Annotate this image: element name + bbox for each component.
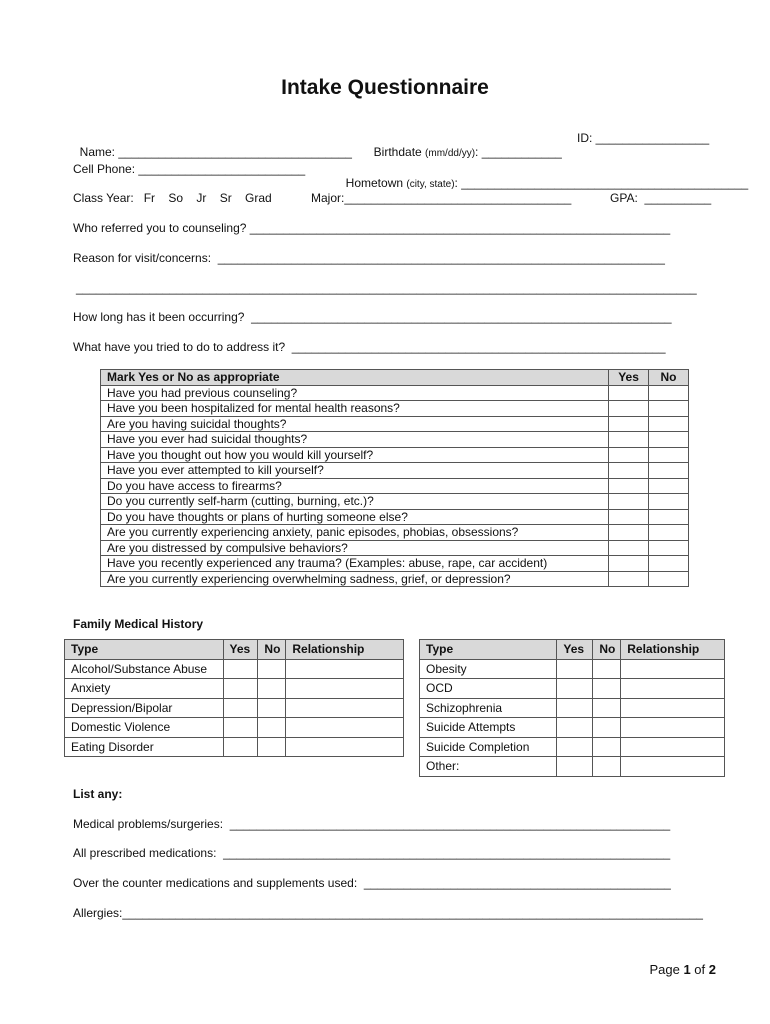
birthdate-field[interactable] bbox=[367, 131, 562, 159]
no-cell[interactable] bbox=[258, 718, 286, 738]
condition-type: OCD bbox=[420, 679, 557, 699]
no-cell[interactable] bbox=[258, 679, 286, 699]
condition-type: Schizophrenia bbox=[420, 698, 557, 718]
question-text: Do you have thoughts or plans of hurting someone else? bbox=[101, 509, 609, 525]
family-history-row bbox=[65, 679, 404, 699]
no-column-header: No bbox=[593, 640, 621, 660]
family-history-row bbox=[420, 737, 725, 757]
yes-cell[interactable] bbox=[557, 679, 593, 699]
question-text: Do you currently self-harm (cutting, burning, etc.)? bbox=[101, 494, 609, 510]
no-cell[interactable] bbox=[649, 463, 689, 479]
family-history-row bbox=[65, 659, 404, 679]
question-row bbox=[101, 494, 689, 510]
yes-column-header: Yes bbox=[223, 640, 258, 660]
condition-type: Other: bbox=[420, 757, 557, 777]
no-cell[interactable] bbox=[258, 698, 286, 718]
relationship-cell[interactable] bbox=[286, 659, 404, 679]
referred-field[interactable]: Who referred you to counseling? _______________________________________________________________ bbox=[73, 221, 671, 235]
no-cell[interactable] bbox=[649, 432, 689, 448]
no-cell[interactable] bbox=[649, 540, 689, 556]
major-field[interactable]: Major:__________________________________ bbox=[311, 191, 572, 205]
question-row bbox=[101, 509, 689, 525]
reason-continued-field[interactable]: _____________________________________________________________________________________________ bbox=[76, 281, 697, 295]
yes-cell[interactable] bbox=[557, 659, 593, 679]
question-text: Have you ever attempted to kill yourself? bbox=[101, 463, 609, 479]
family-history-row bbox=[65, 718, 404, 738]
prescribed-medications-field[interactable]: All prescribed medications: ___________________________________________________________________ bbox=[73, 846, 671, 860]
no-cell[interactable] bbox=[649, 509, 689, 525]
condition-type: Anxiety bbox=[65, 679, 224, 699]
question-row bbox=[101, 525, 689, 541]
no-column-header: No bbox=[258, 640, 286, 660]
questions-table bbox=[100, 369, 689, 587]
birthdate-blank: : ____________ bbox=[475, 145, 562, 159]
yes-cell[interactable] bbox=[609, 509, 649, 525]
no-cell[interactable] bbox=[649, 416, 689, 432]
questions-header-row bbox=[101, 370, 689, 386]
yes-cell[interactable] bbox=[557, 698, 593, 718]
family-history-row bbox=[420, 757, 725, 777]
reason-field[interactable]: Reason for visit/concerns: ___________________________________________________________________ bbox=[73, 251, 665, 265]
yes-cell[interactable] bbox=[609, 478, 649, 494]
list-any-heading: List any: bbox=[73, 787, 123, 801]
question-text: Have you had previous counseling? bbox=[101, 385, 609, 401]
no-cell[interactable] bbox=[649, 478, 689, 494]
type-column-header: Type bbox=[420, 640, 557, 660]
medical-problems-field[interactable]: Medical problems/surgeries: __________________________________________________________________ bbox=[73, 817, 671, 831]
family-history-row bbox=[420, 679, 725, 699]
total-pages: 2 bbox=[708, 962, 716, 977]
relationship-cell[interactable] bbox=[286, 718, 404, 738]
question-text: Have you been hospitalized for mental health reasons? bbox=[101, 401, 609, 417]
family-history-row bbox=[420, 659, 725, 679]
yes-cell[interactable] bbox=[609, 540, 649, 556]
no-cell[interactable] bbox=[649, 494, 689, 510]
yes-cell[interactable] bbox=[557, 718, 593, 738]
no-cell[interactable] bbox=[593, 698, 621, 718]
birthdate-label: Birthdate bbox=[373, 145, 426, 159]
relationship-cell[interactable] bbox=[621, 718, 725, 738]
question-row bbox=[101, 416, 689, 432]
question-row bbox=[101, 556, 689, 572]
no-cell[interactable] bbox=[649, 571, 689, 587]
cell-phone-field[interactable]: Cell Phone: _________________________ bbox=[73, 162, 306, 176]
family-history-heading: Family Medical History bbox=[73, 617, 204, 631]
gpa-field[interactable]: GPA: __________ bbox=[610, 191, 712, 205]
yes-cell[interactable] bbox=[609, 525, 649, 541]
page-title: Intake Questionnaire bbox=[281, 76, 489, 99]
relationship-cell[interactable] bbox=[286, 698, 404, 718]
no-cell[interactable] bbox=[593, 659, 621, 679]
family-history-right-table bbox=[419, 639, 725, 777]
condition-type: Suicide Completion bbox=[420, 737, 557, 757]
question-text: Have you recently experienced any trauma? (Examples: abuse, rape, car accident) bbox=[101, 556, 609, 572]
family-history-row bbox=[65, 698, 404, 718]
yes-cell[interactable] bbox=[609, 401, 649, 417]
yes-cell[interactable] bbox=[609, 416, 649, 432]
question-row bbox=[101, 463, 689, 479]
relationship-cell[interactable] bbox=[621, 698, 725, 718]
condition-type: Depression/Bipolar bbox=[65, 698, 224, 718]
family-history-row bbox=[420, 718, 725, 738]
question-row bbox=[101, 571, 689, 587]
yes-cell[interactable] bbox=[609, 556, 649, 572]
no-column-header: No bbox=[649, 370, 689, 386]
no-cell[interactable] bbox=[649, 525, 689, 541]
name-row bbox=[73, 131, 352, 159]
type-column-header: Type bbox=[65, 640, 224, 660]
condition-type: Alcohol/Substance Abuse bbox=[65, 659, 224, 679]
no-cell[interactable] bbox=[649, 447, 689, 463]
yes-cell[interactable] bbox=[609, 432, 649, 448]
question-row bbox=[101, 385, 689, 401]
question-row bbox=[101, 540, 689, 556]
yes-cell[interactable] bbox=[223, 737, 258, 757]
id-field[interactable]: ID: _________________ bbox=[577, 131, 710, 145]
hometown-field[interactable] bbox=[339, 162, 748, 190]
yes-cell[interactable] bbox=[223, 718, 258, 738]
yes-cell[interactable] bbox=[223, 659, 258, 679]
family-left-header-row bbox=[65, 640, 404, 660]
yes-column-header: Yes bbox=[557, 640, 593, 660]
relationship-cell[interactable] bbox=[621, 757, 725, 777]
relationship-cell[interactable] bbox=[621, 679, 725, 699]
yes-cell[interactable] bbox=[609, 571, 649, 587]
relationship-cell[interactable] bbox=[286, 679, 404, 699]
relationship-column-header: Relationship bbox=[286, 640, 404, 660]
class-year-field[interactable]: Class Year: Fr So Jr Sr Grad bbox=[73, 191, 272, 205]
otc-medications-field[interactable]: Over the counter medications and supplements used: ______________________________________________ bbox=[73, 876, 671, 890]
birthdate-format: (mm/dd/yy) bbox=[425, 148, 476, 159]
current-page: 1 bbox=[683, 962, 691, 977]
question-row bbox=[101, 401, 689, 417]
question-text: Are you currently experiencing overwhelming sadness, grief, or depression? bbox=[101, 571, 609, 587]
question-row bbox=[101, 478, 689, 494]
no-cell[interactable] bbox=[593, 679, 621, 699]
yes-cell[interactable] bbox=[609, 494, 649, 510]
of-word: of bbox=[690, 962, 709, 977]
relationship-cell[interactable] bbox=[621, 737, 725, 757]
condition-type: Eating Disorder bbox=[65, 737, 224, 757]
question-text: Do you have access to firearms? bbox=[101, 478, 609, 494]
question-text: Are you having suicidal thoughts? bbox=[101, 416, 609, 432]
question-text: Have you thought out how you would kill yourself? bbox=[101, 447, 609, 463]
no-cell[interactable] bbox=[593, 718, 621, 738]
yes-column-header: Yes bbox=[609, 370, 649, 386]
family-history-left-table bbox=[64, 639, 404, 757]
condition-type: Suicide Attempts bbox=[420, 718, 557, 738]
yes-cell[interactable] bbox=[609, 447, 649, 463]
questions-header: Mark Yes or No as appropriate bbox=[101, 370, 609, 386]
hometown-label: Hometown bbox=[345, 176, 407, 190]
no-cell[interactable] bbox=[649, 401, 689, 417]
hometown-blank: : ___________________________________________ bbox=[454, 176, 749, 190]
condition-type: Obesity bbox=[420, 659, 557, 679]
yes-cell[interactable] bbox=[223, 698, 258, 718]
question-row bbox=[101, 432, 689, 448]
yes-cell[interactable] bbox=[223, 679, 258, 699]
no-cell[interactable] bbox=[593, 757, 621, 777]
no-cell[interactable] bbox=[649, 385, 689, 401]
yes-cell[interactable] bbox=[609, 385, 649, 401]
no-cell[interactable] bbox=[593, 737, 621, 757]
question-text: Are you currently experiencing anxiety, panic episodes, phobias, obsessions? bbox=[101, 525, 609, 541]
page-number bbox=[649, 962, 716, 977]
relationship-cell[interactable] bbox=[621, 659, 725, 679]
page-word: Page bbox=[649, 962, 684, 977]
yes-cell[interactable] bbox=[557, 737, 593, 757]
question-row bbox=[101, 447, 689, 463]
question-text: Have you ever had suicidal thoughts? bbox=[101, 432, 609, 448]
tried-field[interactable]: What have you tried to do to address it? ________________________________________________________ bbox=[73, 340, 666, 354]
yes-cell[interactable] bbox=[609, 463, 649, 479]
how-long-field[interactable]: How long has it been occurring? _______________________________________________________________ bbox=[73, 310, 672, 324]
hometown-hint: (city, state) bbox=[406, 179, 455, 190]
no-cell[interactable] bbox=[649, 556, 689, 572]
name-field[interactable]: Name: ___________________________________ bbox=[79, 145, 352, 159]
yes-cell[interactable] bbox=[557, 757, 593, 777]
relationship-column-header: Relationship bbox=[621, 640, 725, 660]
family-right-header-row bbox=[420, 640, 725, 660]
no-cell[interactable] bbox=[258, 659, 286, 679]
condition-type: Domestic Violence bbox=[65, 718, 224, 738]
question-text: Are you distressed by compulsive behaviors? bbox=[101, 540, 609, 556]
allergies-field[interactable]: Allergies:_______________________________________________________________________________________ bbox=[73, 906, 703, 920]
family-history-row bbox=[65, 737, 404, 757]
family-history-row bbox=[420, 698, 725, 718]
relationship-cell[interactable] bbox=[286, 737, 404, 757]
no-cell[interactable] bbox=[258, 737, 286, 757]
